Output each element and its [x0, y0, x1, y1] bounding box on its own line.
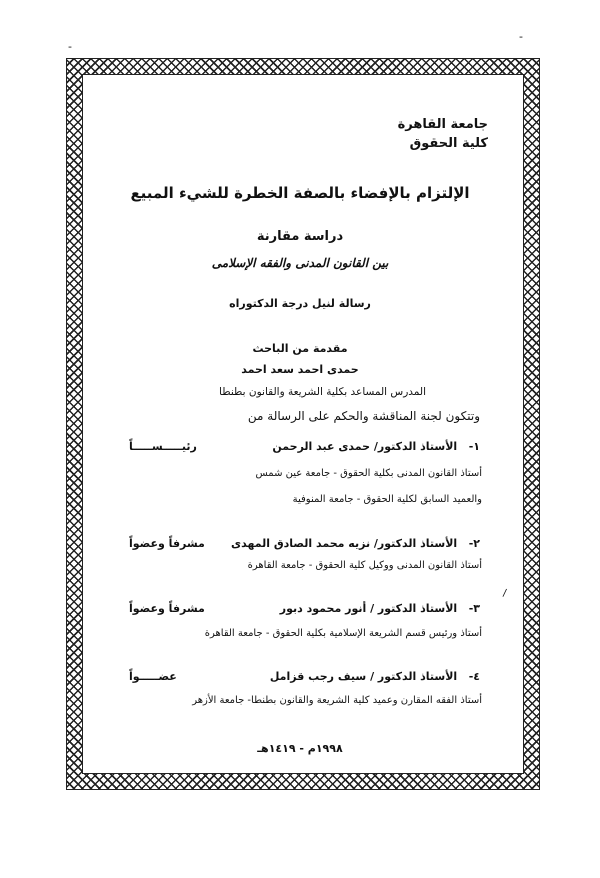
member-4-desc-1: أستاذ الفقه المقارن وعميد كلية الشريعة والقانون بطنطا- جامعة الأزهر [192, 695, 482, 706]
committee-intro: وتتكون لجنة المناقشة والحكم على الرسالة من [247, 409, 480, 423]
member-2-desc-1: أستاذ القانون المدنى ووكيل كلية الحقوق - جامعة القاهرة [247, 560, 482, 571]
member-number: ٣- [468, 602, 480, 615]
member-4-line [270, 670, 480, 683]
member-1-desc-1: أستاذ القانون المدنى بكلية الحقوق - جامعة عين شمس [255, 468, 482, 479]
thesis-title: الإلتزام بالإفضاء بالصفة الخطرة للشيء المبيع [130, 184, 470, 202]
member-name: الأستاذ الدكتور / سيف رجب قزامل [269, 670, 458, 683]
author-name: حمدى احمد سعد احمد [241, 363, 359, 376]
member-3-desc-1: أستاذ ورئيس قسم الشريعة الإسلامية بكلية الحقوق - جامعة القاهرة [204, 628, 482, 639]
member-name: الأستاذ الدكتور/ حمدى عبد الرحمن [272, 440, 458, 453]
member-1-desc-2: والعميد السابق لكلية الحقوق - جامعة المنوفية [292, 494, 482, 505]
member-number: ١- [468, 440, 480, 453]
member-2-line [231, 537, 480, 550]
pen-mark: / [501, 587, 507, 600]
university-name: جامعة القاهرة [397, 117, 488, 132]
member-3-line [280, 602, 480, 615]
frame-inner-panel [82, 74, 524, 774]
thesis-date: ١٩٩٨م - ١٤١٩هـ [257, 742, 343, 755]
member-number: ٢- [468, 537, 480, 550]
author-position: المدرس المساعد بكلية الشريعة والقانون بطنطا [219, 386, 426, 398]
institution-header [398, 115, 488, 153]
stray-mark-top: - [519, 30, 523, 43]
member-2-role: مشرفاً وعضواً [129, 537, 205, 550]
subtitle-line-2: بين القانون المدنى والفقه الإسلامى [211, 256, 389, 270]
member-number: ٤- [468, 670, 480, 683]
stray-mark-left: - [68, 40, 72, 53]
faculty-name: كلية الحقوق [409, 136, 488, 151]
member-name: الأستاذ الدكتور / أنور محمود دبور [279, 602, 458, 615]
member-3-role: مشرفاً وعضواً [129, 602, 205, 615]
subtitle-line-1: دراسة مقارنة [256, 229, 344, 244]
member-1-role: رئيـــــســـــاً [129, 440, 197, 453]
member-name: الأستاذ الدكتور/ نزيه محمد الصادق المهدى [231, 537, 458, 550]
member-4-role: عضـــــواً [129, 670, 177, 683]
thesis-purpose: رسالة لنيل درجة الدكتوراه [229, 297, 371, 310]
member-1-line [272, 440, 480, 453]
author-intro: مقدمة من الباحث [252, 342, 348, 355]
